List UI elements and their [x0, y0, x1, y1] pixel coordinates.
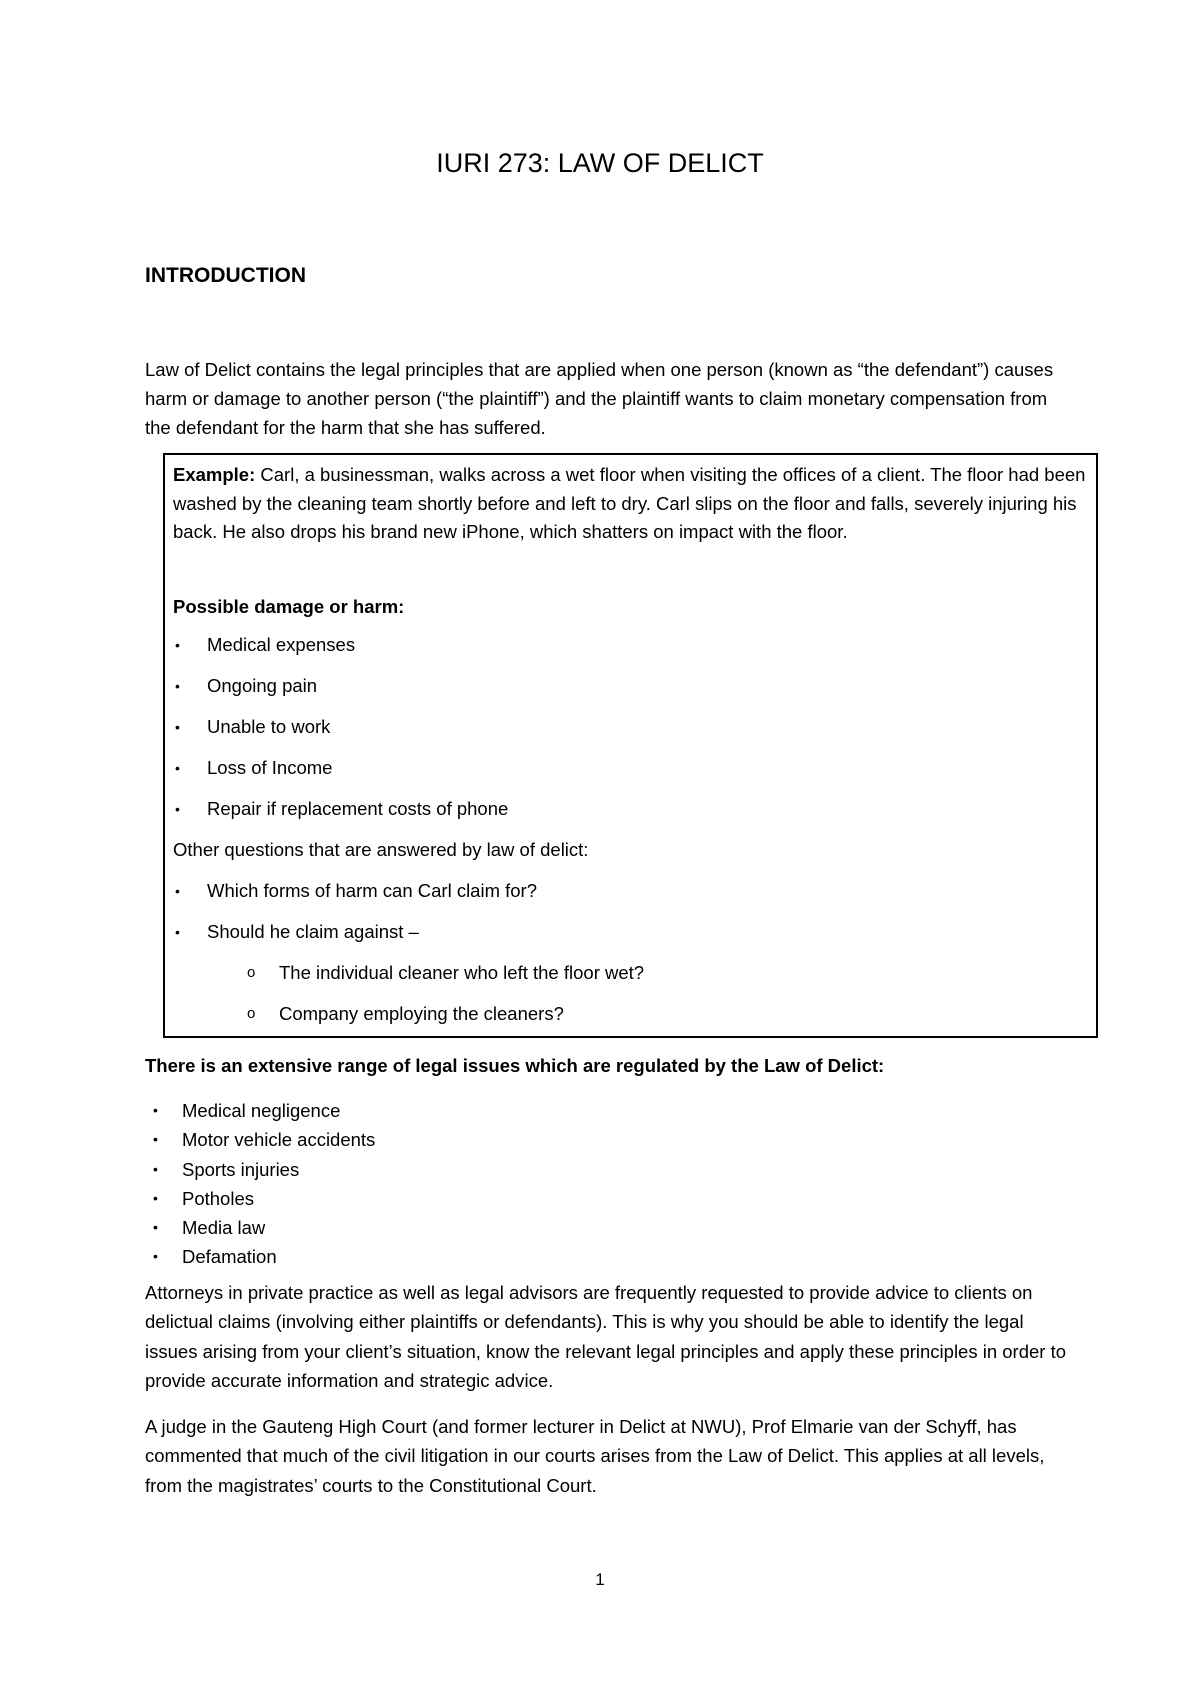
- bullet-icon: •: [175, 924, 180, 940]
- list-item-text: Potholes: [182, 1187, 254, 1209]
- list-item-text: Sports injuries: [182, 1158, 300, 1180]
- harm-item-text: Loss of Income: [207, 757, 333, 778]
- bullet-icon: •: [175, 760, 180, 776]
- harm-item-text: Ongoing pain: [207, 675, 318, 696]
- sub-item-text: Company employing the cleaners?: [279, 1003, 564, 1024]
- bullet-icon: •: [175, 883, 180, 899]
- example-text: Carl, a businessman, walks across a wet floor when visiting the offices of a client. The floor had been washed by the cleaning team shortly before and left to dry. Carl slips on the floor and falls, severely injuring his back. He also drops his brand new iPhone, which shatters on impact with the floor.: [173, 464, 1086, 542]
- intro-paragraph: Law of Delict contains the legal principles that are applied when one person (known as “the defendant”) causes harm or damage to another person (“the plaintiff”) and the plaintiff wants to claim monetary compensation from the defendant for the harm that she has suffered.: [145, 359, 1054, 438]
- attorneys-paragraph: Attorneys in private practice as well as legal advisors are frequently requested to provide advice to clients on delictual claims (involving either plaintiffs or defendants). This is why you should be able to identify the legal issues arising from your client’s situation, know the relevant legal principles and apply these principles in order to provide accurate information and strategic advice.: [145, 1282, 1067, 1391]
- bullet-icon: •: [153, 1219, 158, 1236]
- example-label: Example:: [173, 464, 256, 485]
- bullet-icon: •: [153, 1131, 158, 1148]
- document-title: IURI 273: LAW OF DELICT: [436, 148, 764, 178]
- bullet-icon: •: [153, 1160, 158, 1177]
- harm-item-text: Repair if replacement costs of phone: [207, 798, 509, 819]
- list-item-text: Media law: [182, 1217, 266, 1239]
- bullet-icon: •: [175, 678, 180, 694]
- bullet-icon: •: [175, 637, 180, 653]
- question-item-text: Should he claim against –: [207, 921, 419, 942]
- sub-item-text: The individual cleaner who left the floor wet?: [279, 962, 645, 983]
- questions-heading: Other questions that are answered by law of delict:: [173, 839, 589, 860]
- bullet-icon: •: [175, 801, 180, 817]
- example-paragraph: [173, 461, 1088, 547]
- judge-paragraph: A judge in the Gauteng High Court (and former lecturer in Delict at NWU), Prof Elmarie van der Schyff, has commented that much of the civil litigation in our courts arises from the Law of Delict. This applies at all levels, from the magistrates’ courts to the Constitutional Court.: [145, 1416, 1045, 1496]
- bullet-icon: •: [153, 1189, 158, 1206]
- list-item-text: Medical negligence: [182, 1100, 341, 1121]
- sub-bullet-icon: o: [247, 964, 256, 981]
- range-heading: There is an extensive range of legal issues which are regulated by the Law of Delict:: [145, 1055, 885, 1076]
- question-item-text: Which forms of harm can Carl claim for?: [207, 880, 538, 901]
- example-box-content: [173, 461, 1088, 1024]
- list-item-text: Defamation: [182, 1246, 277, 1268]
- page-number: 1: [595, 1570, 605, 1589]
- example-box: [163, 453, 1098, 1038]
- sub-bullet-icon: o: [247, 1005, 256, 1022]
- list-item-text: Motor vehicle accidents: [182, 1129, 376, 1151]
- section-heading-introduction: INTRODUCTION: [145, 264, 306, 287]
- bullet-icon: •: [153, 1102, 158, 1118]
- harm-item-text: Unable to work: [207, 716, 331, 737]
- harm-item-text: Medical expenses: [207, 634, 356, 655]
- bullet-icon: •: [175, 719, 180, 735]
- harm-heading: Possible damage or harm:: [173, 596, 405, 617]
- bullet-icon: •: [153, 1248, 158, 1265]
